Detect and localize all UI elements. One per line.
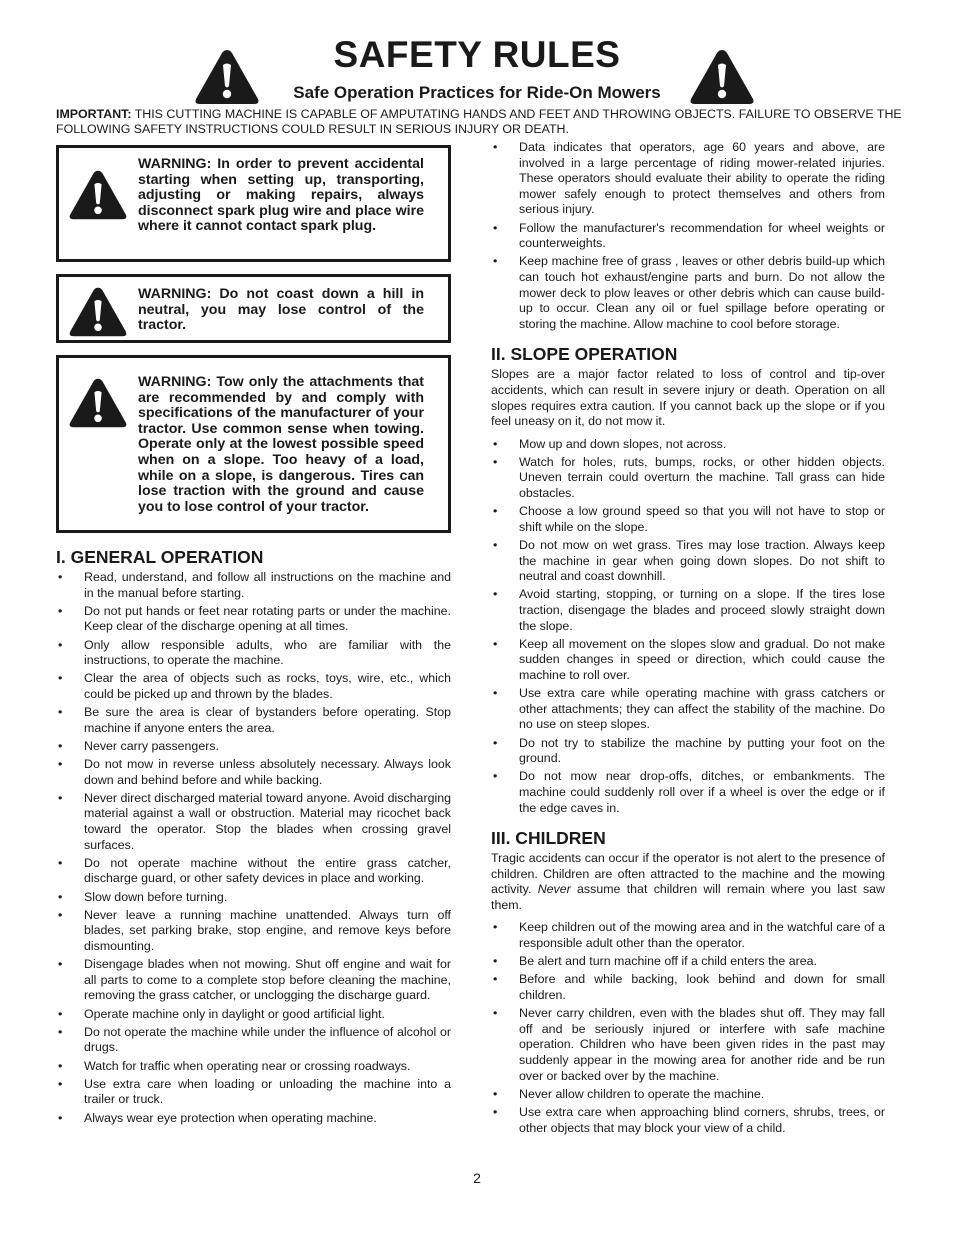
list-item: • Only allow responsible adults, who are familiar with the instructions, to operate the machine.	[56, 638, 451, 669]
warning-text: WARNING: Tow only the attachments that are recommended by and comply with specifications of the manufacturer of your tractor. Use common sense when towing. Operate only at the lowest possible speed when on a slope. Too heavy of a load, while on a slope, is dangerous. Tires can lose traction with the ground and cause you to lose control of your tractor.	[138, 374, 424, 515]
list-item: • Always wear eye protection when operating machine.	[56, 1111, 451, 1127]
list-item: • Be sure the area is clear of bystanders before operating. Stop machine if anyone enters the area.	[56, 705, 451, 736]
list-item: • Do not operate machine without the entire grass catcher, discharge guard, or other safety devices in place and working.	[56, 856, 451, 887]
list-item: • Use extra care while operating machine with grass catchers or other attachments; they can affect the stability of the machine. Do no use on steep slopes.	[491, 686, 885, 733]
warning-box	[56, 274, 451, 343]
list-item: • Disengage blades when not mowing. Shut off engine and wait for all parts to come to a complete stop before cleaning the machine, removing the grass catcher, or unclogging the discharge guard.	[56, 957, 451, 1004]
important-text: THIS CUTTING MACHINE IS CAPABLE OF AMPUTATING HANDS AND FEET AND THROWING OBJECTS. FAILURE TO OBSERVE THE FOLLOWING SAFETY INSTRUCTIONS COULD RESULT IN SERIOUS INJURY OR DEATH.	[56, 107, 902, 136]
list-item: • Do not mow near drop-offs, ditches, or embankments. The machine could suddenly roll over if a wheel is over the edge or if the edge caves in.	[491, 769, 885, 816]
warning-triangle-icon	[67, 168, 129, 222]
list-item: • Never carry passengers.	[56, 739, 451, 755]
left-column	[56, 145, 451, 1129]
intro-emphasis: Never	[537, 882, 571, 897]
intro-text: assume that children will remain where you last saw them.	[491, 882, 885, 912]
list-item: • Follow the manufacturer's recommendation for wheel weights or counterweights.	[491, 221, 885, 252]
warning-text: WARNING: In order to prevent accidental starting when setting up, transporting, adjusting or making repairs, always disconnect spark plug wire and place wire where it cannot contact spark plug.	[138, 156, 424, 235]
section-heading-children: III. CHILDREN	[491, 828, 606, 849]
list-item: • Keep machine free of grass , leaves or other debris build-up which can touch hot exhaust/engine parts and burn. Do not allow the mower deck to plow leaves or other debris which can cause build-up to occur. Clean any oil or fuel spillage before operating or storing the machine. Allow machine to cool before storage.	[491, 254, 885, 332]
warning-text: WARNING: Do not coast down a hill in neutral, you may lose control of the tractor.	[138, 286, 424, 334]
list-item: • Avoid starting, stopping, or turning on a slope. If the tires lose traction, disengage the blades and proceed slowly straight down the slope.	[491, 587, 885, 634]
section-heading-general: I. GENERAL OPERATION	[56, 547, 264, 567]
page-number: 2	[473, 1170, 481, 1186]
important-label: IMPORTANT:	[56, 107, 132, 121]
warning-triangle-icon	[67, 285, 129, 339]
list-item: • Slow down before turning.	[56, 890, 451, 906]
general-list	[56, 570, 451, 1126]
list-item: • Data indicates that operators, age 60 years and above, are involved in a large percentage of riding mower-related injuries. These operators should evaluate their ability to operate the riding mower safely enough to protect themselves and others from serious injury.	[491, 140, 885, 218]
list-item: • Choose a low ground speed so that you will not have to stop or shift while on the slope.	[491, 504, 885, 535]
list-item: • Watch for traffic when operating near or crossing roadways.	[56, 1059, 451, 1075]
list-item: • Do not mow in reverse unless absolutely necessary. Always look down and behind before and while backing.	[56, 757, 451, 788]
page-subtitle: Safe Operation Practices for Ride-On Mowers	[293, 83, 661, 102]
list-item: • Keep all movement on the slopes slow and gradual. Do not make sudden changes in speed or direction, which could cause the machine to roll over.	[491, 637, 885, 684]
list-item: • Do not put hands or feet near rotating parts or under the machine. Keep clear of the discharge opening at all times.	[56, 604, 451, 635]
general-continued-list	[491, 140, 885, 332]
page-title: SAFETY RULES	[333, 34, 621, 75]
list-item: • Use extra care when loading or unloading the machine into a trailer or truck.	[56, 1077, 451, 1108]
list-item: • Operate machine only in daylight or good artificial light.	[56, 1007, 451, 1023]
list-item: • Do not mow on wet grass. Tires may lose traction. Always keep the machine in gear when going down slopes. Do not shift to neutral and coast downhill.	[491, 538, 885, 585]
list-item: • Never allow children to operate the machine.	[491, 1087, 885, 1103]
section-intro	[491, 851, 885, 913]
list-item: • Before and while backing, look behind and down for small children.	[491, 972, 885, 1003]
list-item: • Clear the area of objects such as rocks, toys, wire, etc., which could be picked up and thrown by the blades.	[56, 671, 451, 702]
list-item: • Never carry children, even with the blades shut off. They may fall off and be seriously injured or interfere with safe machine operation. Children who have been given rides in the past may suddenly appear in the mowing area for another ride and be run over or backed over by the machine.	[491, 1006, 885, 1084]
list-item: • Keep children out of the mowing area and in the watchful care of a responsible adult other than the operator.	[491, 920, 885, 951]
list-item: • Do not try to stabilize the machine by putting your foot on the ground.	[491, 736, 885, 767]
list-item: • Do not operate the machine while under the influence of alcohol or drugs.	[56, 1025, 451, 1056]
warning-triangle-icon	[67, 376, 129, 430]
important-notice	[56, 107, 906, 137]
list-item: • Watch for holes, ruts, bumps, rocks, or other hidden objects. Uneven terrain could overturn the machine. Tall grass can hide obstacles.	[491, 455, 885, 502]
slope-list	[491, 437, 885, 816]
list-item: • Never leave a running machine unattended. Always turn off blades, set parking brake, stop engine, and remove keys before dismounting.	[56, 908, 451, 955]
list-item: • Use extra care when approaching blind corners, shrubs, trees, or other objects that may block your view of a child.	[491, 1105, 885, 1136]
list-item: • Mow up and down slopes, not across.	[491, 437, 885, 453]
warning-box	[56, 145, 451, 262]
list-item: • Read, understand, and follow all instructions on the machine and in the manual before starting.	[56, 570, 451, 601]
intro-text: Tragic accidents can occur if the operator is not alert to the presence of children. Children are often attracted to the machine and the mowing activity.	[491, 851, 885, 897]
section-intro: Slopes are a major factor related to loss of control and tip-over accidents, which can result in severe injury or death. Operation on all slopes requires extra caution. If you cannot back up the slope or if you feel uneasy on it, do not mow it.	[491, 367, 885, 429]
section-heading-slope: II. SLOPE OPERATION	[491, 344, 678, 365]
list-item: • Never direct discharged material toward anyone. Avoid discharging material against a wall or obstruction. Material may ricochet back toward the operator. Stop the blades when crossing gravel surfaces.	[56, 791, 451, 853]
right-column	[491, 140, 885, 1139]
warning-box	[56, 355, 451, 533]
children-list	[491, 920, 885, 1136]
list-item: • Be alert and turn machine off if a child enters the area.	[491, 954, 885, 970]
